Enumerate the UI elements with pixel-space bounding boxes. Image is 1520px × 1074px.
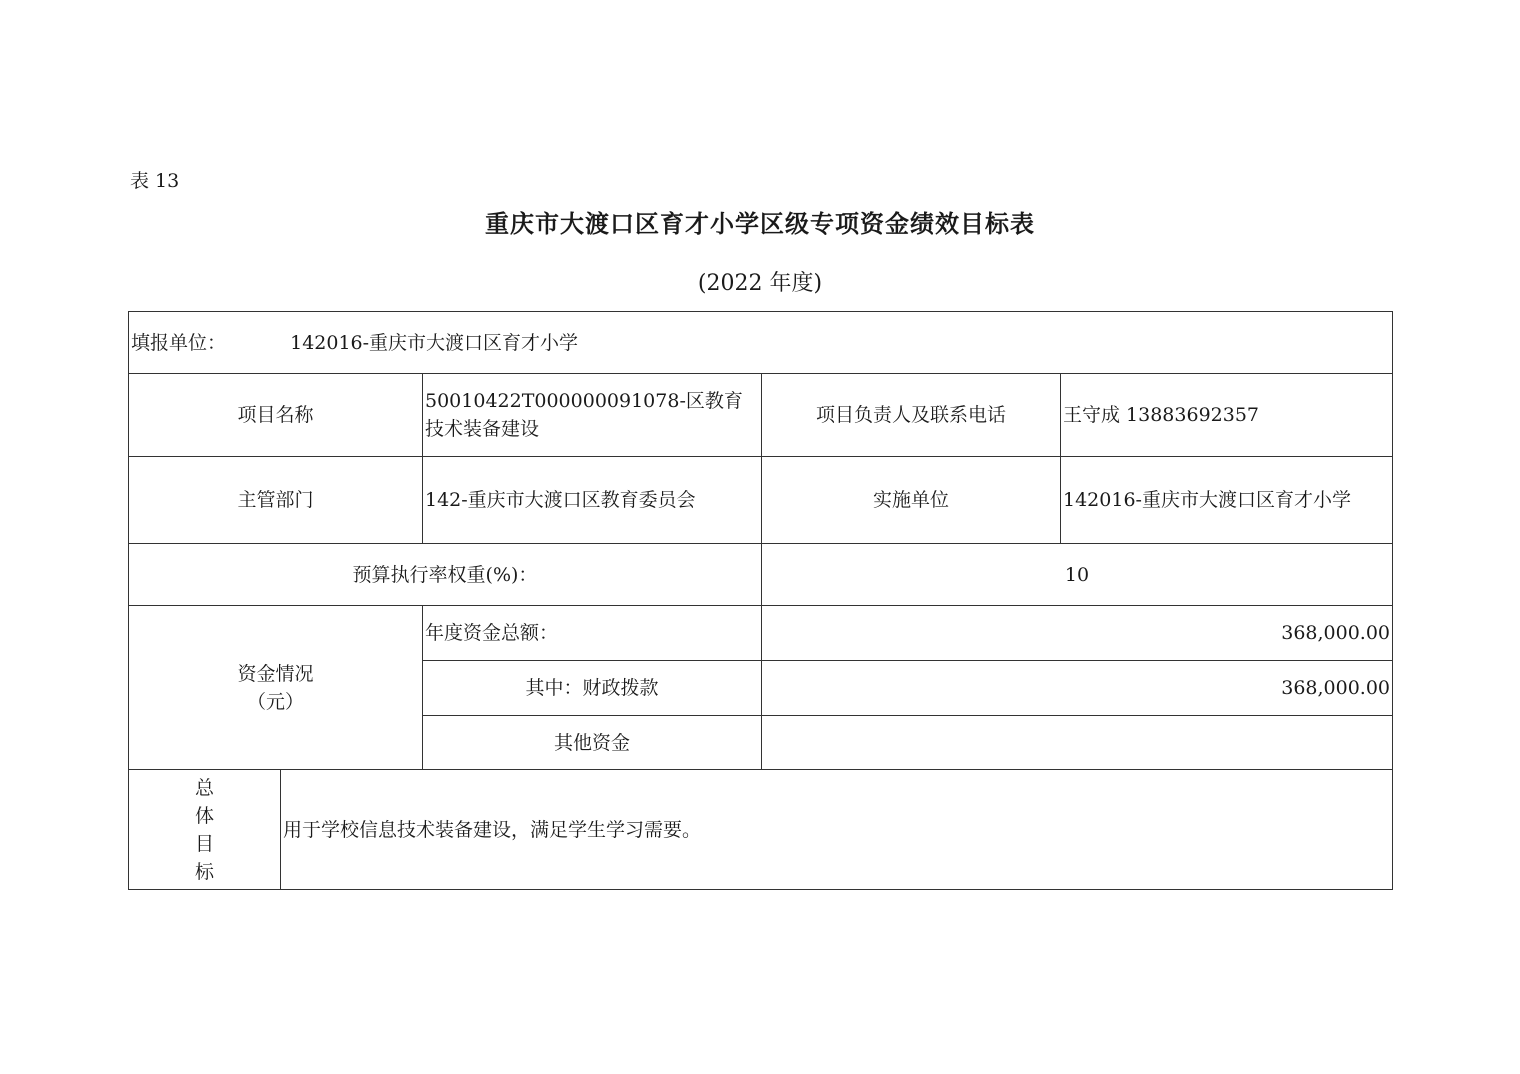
funds-label-cell (129, 606, 423, 770)
funds-label: 资金情况 (237, 662, 314, 685)
impl-value: 142016-重庆市大渡口区育才小学 (1061, 457, 1393, 544)
budget-weight-row (129, 544, 1393, 606)
other-funds-value (762, 716, 1393, 770)
overall-goal-row (129, 770, 1393, 890)
page-subtitle: (2022 年度) (697, 271, 823, 296)
filler-label: 填报单位： (131, 331, 227, 354)
budget-weight-label: 预算执行率权重(%)： (129, 544, 762, 606)
performance-target-table (128, 311, 1393, 890)
other-funds-label: 其他资金 (423, 716, 762, 770)
fiscal-value: 368,000.00 (762, 661, 1393, 716)
project-lead-label: 项目负责人及联系电话 (762, 374, 1061, 457)
annual-total-label: 年度资金总额： (423, 606, 762, 661)
filler-value: 142016-重庆市大渡口区育才小学 (290, 331, 579, 354)
department-row (129, 457, 1393, 544)
filler-row (129, 312, 1393, 374)
page-title: 重庆市大渡口区育才小学区级专项资金绩效目标表 (485, 209, 1035, 238)
funds-unit: （元） (246, 690, 304, 713)
project-name-value: 50010422T000000091078-区教育技术装备建设 (423, 374, 762, 457)
dept-value: 142-重庆市大渡口区教育委员会 (423, 457, 762, 544)
goal-label-char: 标 (194, 860, 214, 883)
project-row (129, 374, 1393, 457)
dept-label: 主管部门 (129, 457, 423, 544)
goal-label-char: 体 (194, 804, 214, 827)
goal-label-char: 总 (194, 776, 214, 799)
project-lead-value: 王守成 13883692357 (1061, 374, 1393, 457)
table-number-label: 表 13 (130, 170, 180, 192)
overall-goal-label (129, 770, 281, 890)
filler-cell (129, 312, 1393, 374)
annual-total-value: 368,000.00 (762, 606, 1393, 661)
fiscal-label: 其中：财政拨款 (423, 661, 762, 716)
project-name-label: 项目名称 (129, 374, 423, 457)
budget-weight-value: 10 (762, 544, 1393, 606)
overall-goal-value: 用于学校信息技术装备建设，满足学生学习需要。 (281, 770, 1393, 890)
impl-label: 实施单位 (762, 457, 1061, 544)
goal-label-char: 目 (194, 832, 214, 855)
annual-total-row (129, 606, 1393, 661)
